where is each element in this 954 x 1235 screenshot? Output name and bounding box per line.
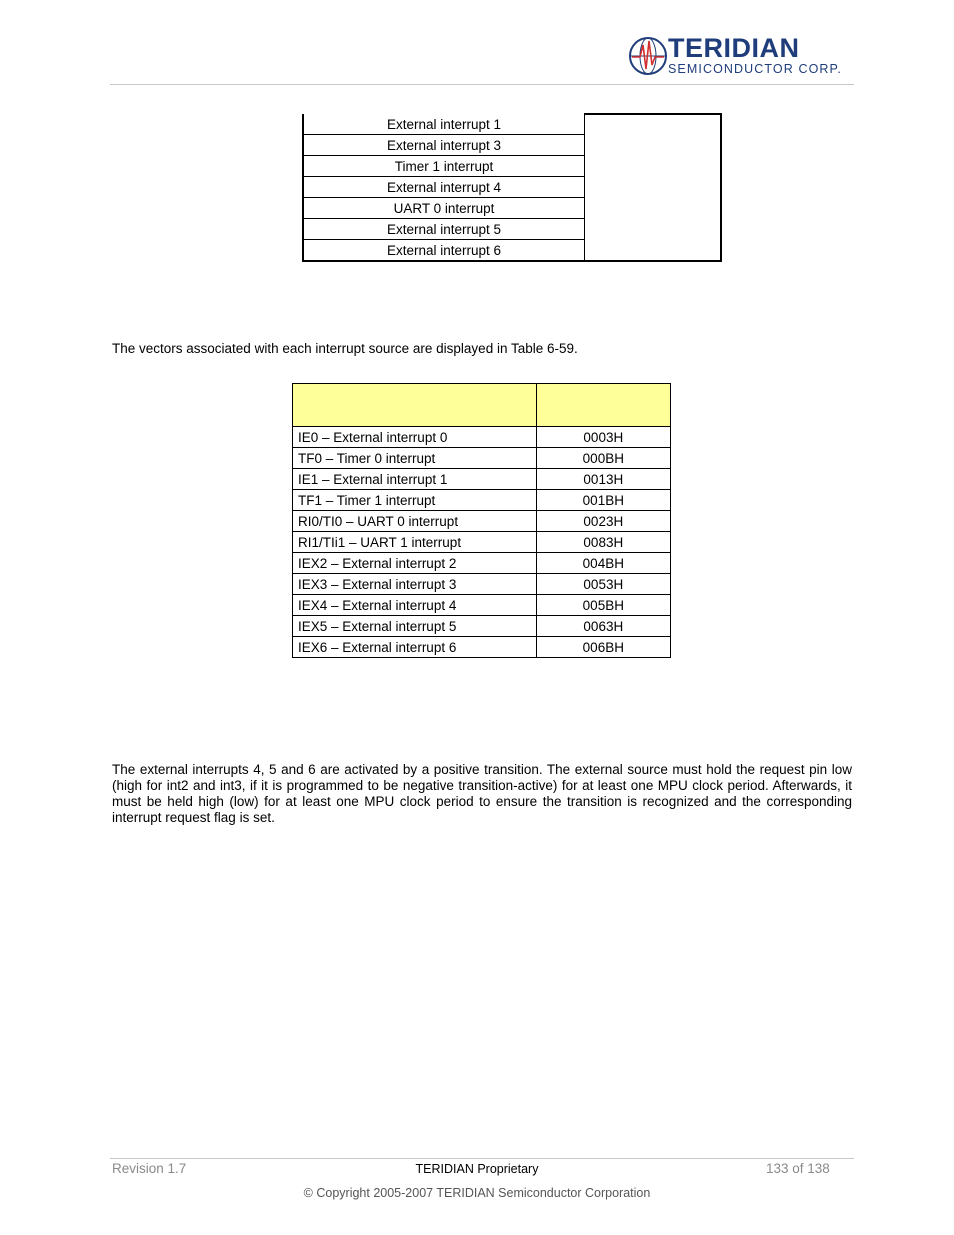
table-cell: External interrupt 5 bbox=[303, 219, 585, 240]
body-paragraph: The external interrupts 4, 5 and 6 are activated by a positive transition. The external source must hold the request pin low (high for int2 and int3, if it is programmed to be negative transition-active) for at least one MPU clock period. Afterwards, it must be held high (low) for at least one MPU clock period to ensure the transition is recognized and the corresponding interrupt request flag is set. bbox=[112, 762, 852, 825]
table-row bbox=[293, 532, 671, 553]
source-cell: RI1/TIi1 – UART 1 interrupt bbox=[293, 532, 537, 553]
footer-proprietary: TERIDIAN Proprietary bbox=[415, 1162, 539, 1176]
table-row bbox=[293, 490, 671, 511]
vector-cell: 0013H bbox=[536, 469, 670, 490]
vector-cell: 0083H bbox=[536, 532, 670, 553]
table-cell: External interrupt 3 bbox=[303, 135, 585, 156]
merged-cell bbox=[585, 114, 722, 261]
teridian-logo bbox=[628, 33, 842, 79]
table-cell: UART 0 interrupt bbox=[303, 198, 585, 219]
table-row bbox=[293, 637, 671, 658]
header-cell-vector bbox=[536, 384, 670, 427]
vector-cell: 0003H bbox=[536, 427, 670, 448]
footer-divider bbox=[110, 1158, 854, 1159]
table-row bbox=[293, 574, 671, 595]
vector-cell: 0023H bbox=[536, 511, 670, 532]
vector-cell: 004BH bbox=[536, 553, 670, 574]
table-cell: External interrupt 1 bbox=[303, 114, 585, 135]
vector-cell: 005BH bbox=[536, 595, 670, 616]
table-cell: External interrupt 4 bbox=[303, 177, 585, 198]
vector-cell: 001BH bbox=[536, 490, 670, 511]
logo-tagline: SEMICONDUCTOR CORP. bbox=[668, 62, 842, 76]
source-cell: RI0/TI0 – UART 0 interrupt bbox=[293, 511, 537, 532]
source-cell: IEX6 – External interrupt 6 bbox=[293, 637, 537, 658]
source-cell: IEX3 – External interrupt 3 bbox=[293, 574, 537, 595]
body-paragraph: The vectors associated with each interrupt source are displayed in Table 6-59. bbox=[112, 341, 578, 356]
footer-page-number: 133 of 138 bbox=[766, 1161, 830, 1176]
source-cell: IE1 – External interrupt 1 bbox=[293, 469, 537, 490]
table-row bbox=[293, 553, 671, 574]
table-row bbox=[293, 448, 671, 469]
vector-cell: 0053H bbox=[536, 574, 670, 595]
source-cell: IE0 – External interrupt 0 bbox=[293, 427, 537, 448]
table-row bbox=[293, 511, 671, 532]
globe-icon bbox=[628, 35, 668, 77]
vector-cell: 000BH bbox=[536, 448, 670, 469]
header-divider bbox=[110, 84, 854, 85]
logo-wordmark: TERIDIAN bbox=[668, 33, 800, 63]
table-row bbox=[293, 469, 671, 490]
interrupt-vector-table bbox=[292, 383, 671, 658]
table-header-row bbox=[293, 384, 671, 427]
table-row bbox=[293, 616, 671, 637]
table-row bbox=[303, 114, 721, 135]
source-cell: IEX2 – External interrupt 2 bbox=[293, 553, 537, 574]
vector-cell: 006BH bbox=[536, 637, 670, 658]
source-cell: IEX5 – External interrupt 5 bbox=[293, 616, 537, 637]
table-cell: Timer 1 interrupt bbox=[303, 156, 585, 177]
table-row bbox=[293, 427, 671, 448]
table-row bbox=[293, 595, 671, 616]
footer-copyright: © Copyright 2005-2007 TERIDIAN Semiconductor Corporation bbox=[303, 1186, 651, 1200]
table-cell: External interrupt 6 bbox=[303, 240, 585, 262]
source-cell: IEX4 – External interrupt 4 bbox=[293, 595, 537, 616]
interrupt-priority-table bbox=[302, 113, 722, 262]
vector-cell: 0063H bbox=[536, 616, 670, 637]
footer-revision: Revision 1.7 bbox=[112, 1161, 187, 1176]
source-cell: TF1 – Timer 1 interrupt bbox=[293, 490, 537, 511]
header-cell-source bbox=[293, 384, 537, 427]
source-cell: TF0 – Timer 0 interrupt bbox=[293, 448, 537, 469]
